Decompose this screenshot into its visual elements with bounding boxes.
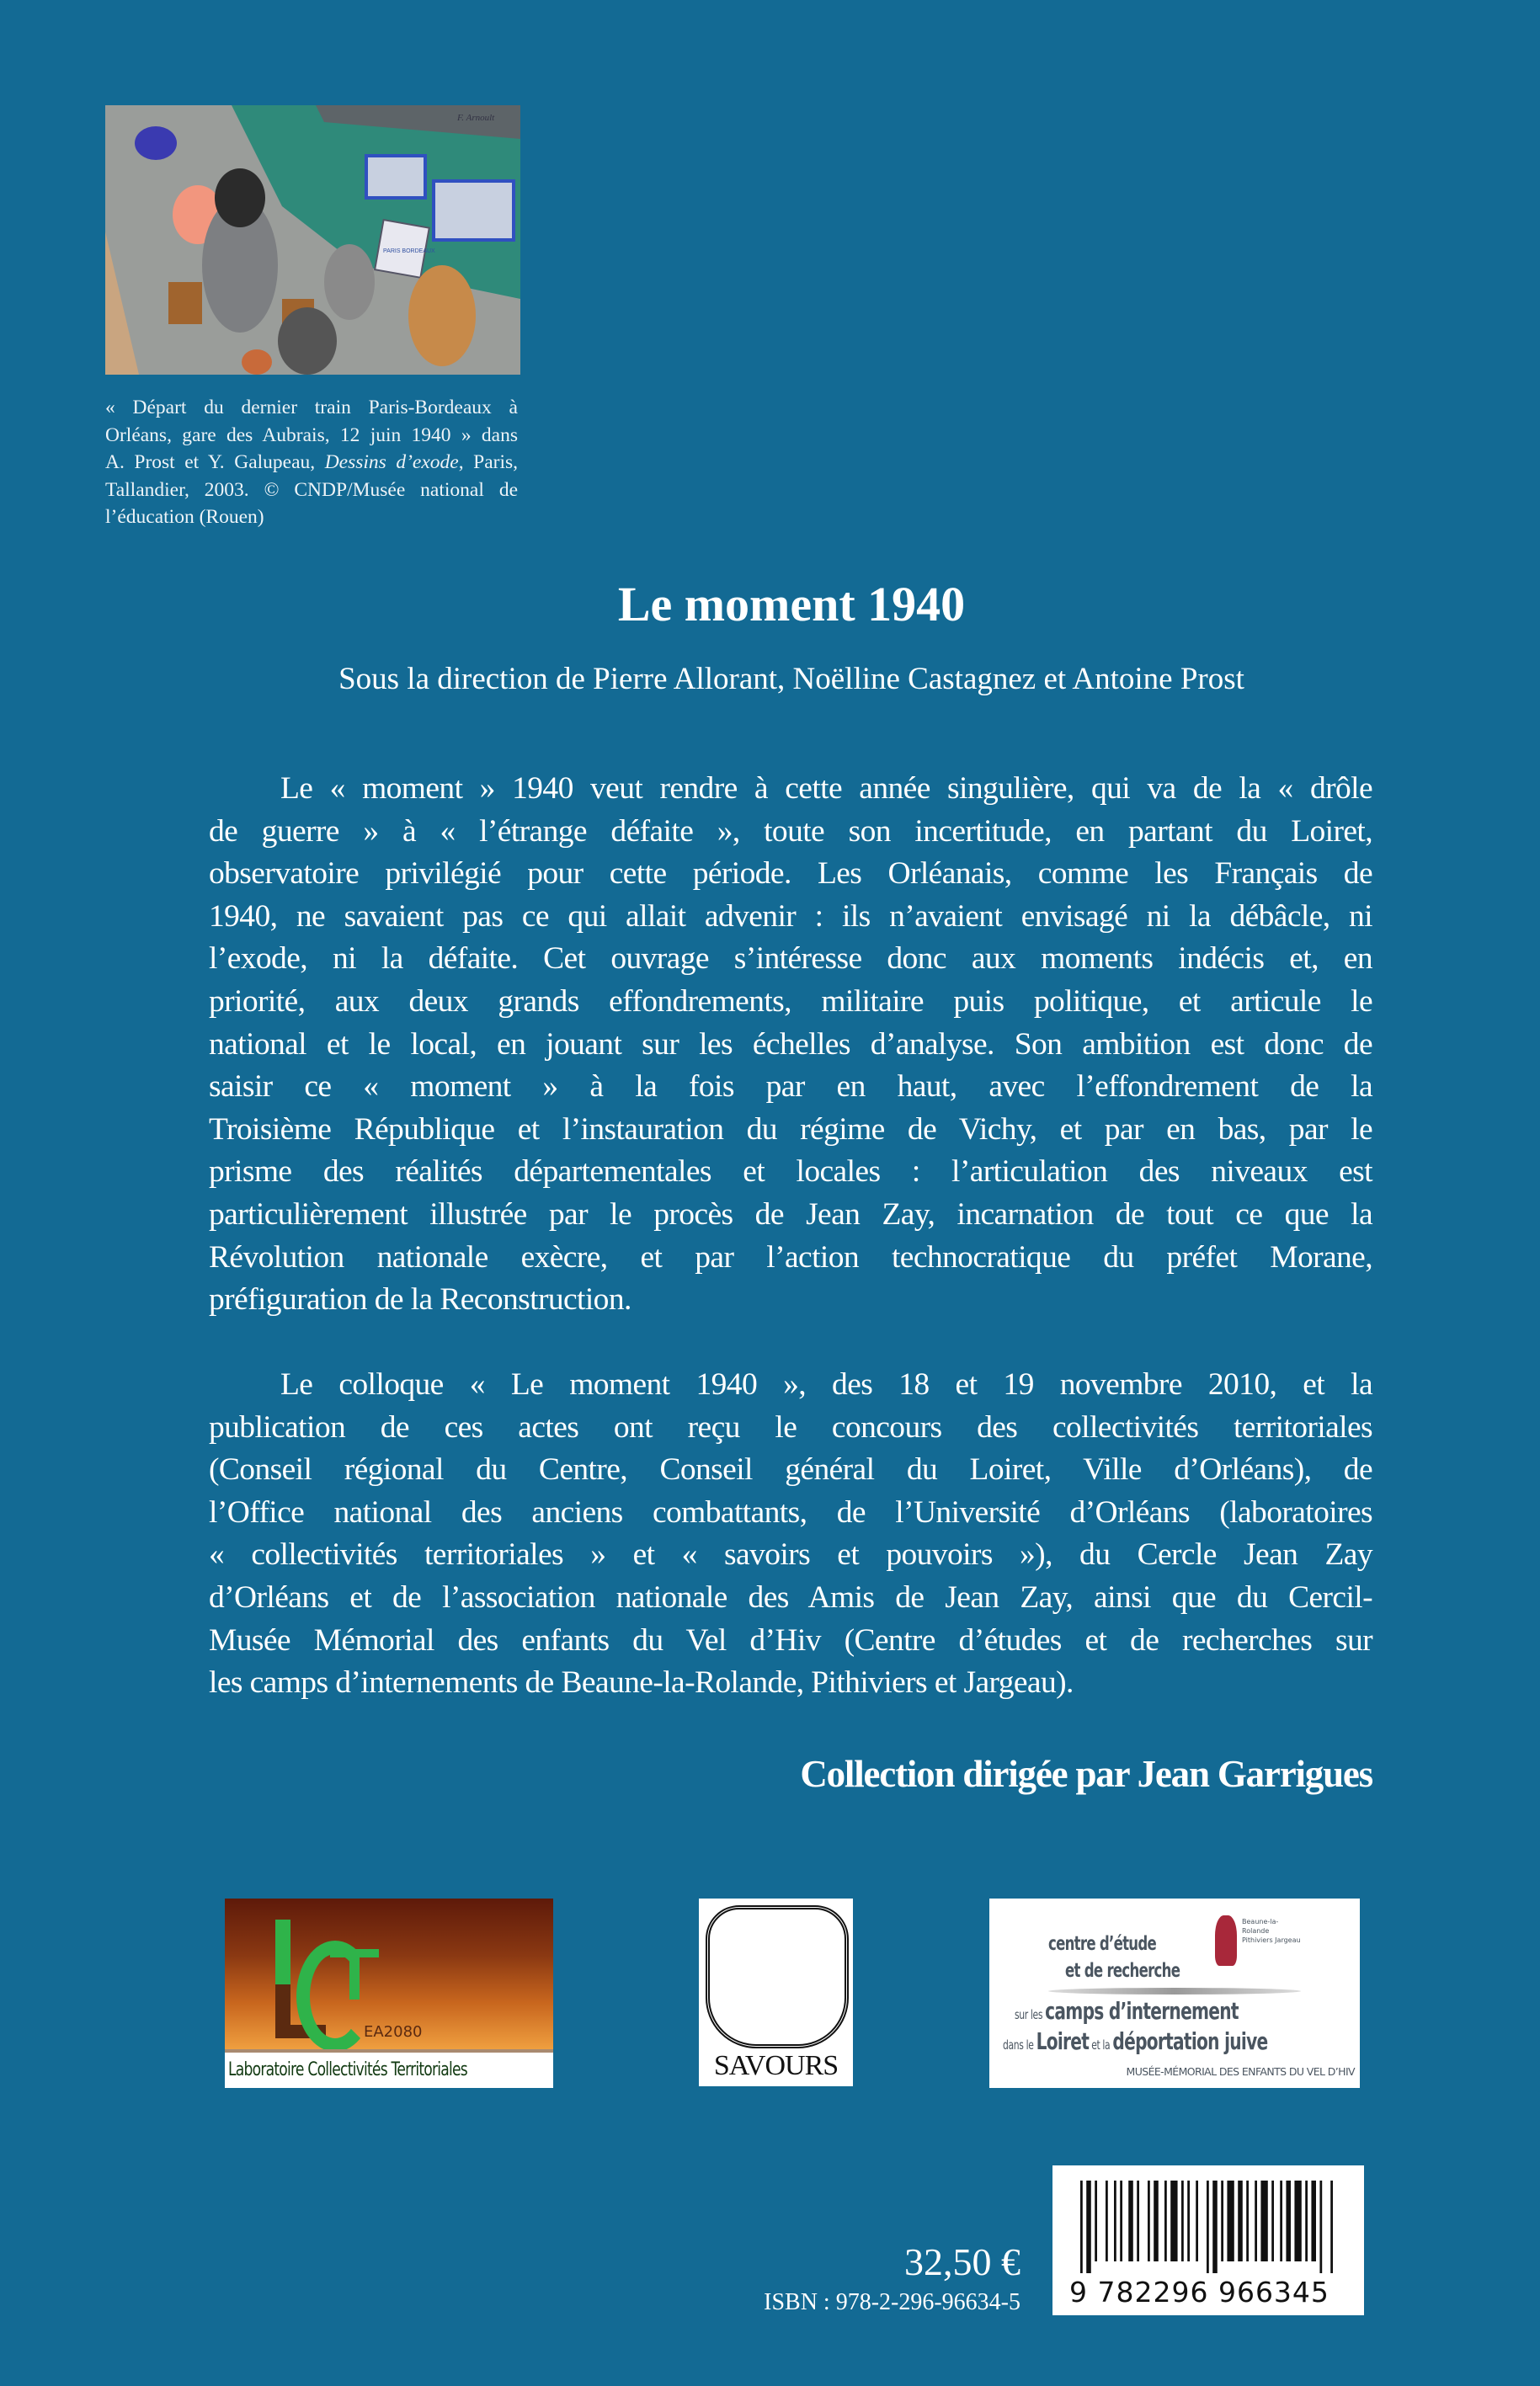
caption-line: A. Prost et Y. Galupeau, Dessins d’exode, Paris, [105,451,519,473]
barcode [1052,2165,1364,2315]
barcode-bar [1260,2181,1267,2261]
cercil-line3: sur les camps d’internement [1015,1997,1239,2025]
lct-logo [225,1899,553,2088]
barcode-bar [1187,2181,1190,2261]
cercil-places: Beaune-la-Rolande Pithiviers Jargeau [1242,1918,1301,1944]
barcode-bar [1137,2181,1139,2261]
portrait-icon [1215,1915,1237,1966]
barcode-bar [1280,2181,1282,2261]
barcode-bar [1227,2181,1234,2261]
isbn: ISBN : 978-2-296-96634-5 [764,2289,1020,2315]
cercil-line2: et de recherche [1065,1960,1180,1982]
text-line: Révolution nationale exècre, et par l’action technocratique du préfet Morane, [209,1239,1372,1275]
text-line: particulièrement illustrée par le procès de Jean Zay, incarnation de tout ce que la [209,1196,1372,1232]
barcode-bar [1114,2181,1116,2261]
barcode-bar [1271,2181,1274,2261]
caption-line: Tallandier, 2003. © CNDP/Musée national de [105,478,518,501]
text-line: prisme des réalités départementales et locales : l’articulation des niveaux est [209,1154,1372,1190]
barcode-bar [1196,2181,1198,2261]
barcode-bar [1294,2181,1301,2261]
blurb-paragraph-1 [209,768,1372,1322]
text-line: Le « moment » 1940 veut rendre à cette année singulière, qui va de la « drôle [280,771,1372,806]
text-line: l’Office national des anciens combattants, de l’Université d’Orléans (laboratoires [209,1494,1372,1530]
text-line: les camps d’internements de Beaune-la-Rolande, Pithiviers et Jargeau). [209,1665,1074,1701]
text-line: saisir ce « moment » à la fois par en haut, avec l’effondrement de la [209,1069,1372,1105]
barcode-bar [1128,2181,1133,2261]
barcode-bar [1086,2181,1091,2273]
barcode-bar [1181,2181,1184,2261]
barcode-bar [1095,2181,1097,2261]
barcode-bar [1238,2181,1243,2261]
text-line: Musée Mémorial des enfants du Vel d’Hiv (Centre d’études et de recherches sur [209,1622,1372,1658]
barcode-bar [1154,2181,1159,2261]
collection-credit: Collection dirigée par Jean Garrigues [800,1753,1372,1795]
book-editors: Sous la direction de Pierre Allorant, Noëlline Castagnez et Antoine Prost [338,662,1244,696]
cercil-line1: centre d’étude [1048,1933,1157,1955]
image-caption [105,394,518,531]
text-line: observatoire privilégié pour cette période. Les Orléanais, comme les Français de [209,856,1372,892]
text-line: publication de ces actes ont reçu le concours des collectivités territoriales [209,1409,1372,1445]
lct-label: Laboratoire Collectivités Territoriales [228,2059,467,2080]
barcode-bar [1148,2181,1150,2261]
barcode-bar [1305,2181,1308,2261]
cercil-logo [989,1899,1360,2088]
caption-line: l’éducation (Rouen) [105,506,264,528]
barcode-bar [1170,2181,1177,2261]
barcode-bar [1164,2181,1167,2261]
text-line: de guerre » à « l’étrange défaite », toute son incertitude, en partant du Loiret, [209,813,1372,849]
barcode-bar [1286,2181,1291,2261]
lct-code: EA2080 [364,2023,423,2041]
cover-painting [105,105,520,375]
price: 32,50 € [904,2240,1020,2283]
text-line: 1940, ne savaient pas ce qui allait advenir : ils n’avaient envisagé ni la débâcle, ni [209,898,1372,934]
barcode-bar [1319,2181,1322,2273]
barcode-bar [1311,2181,1316,2261]
barcode-bar [1246,2181,1249,2261]
barcode-bar [1212,2181,1218,2273]
savours-label: SAVOURS [713,2050,839,2081]
savours-logo [699,1899,853,2086]
barcode-bar [1255,2181,1257,2261]
barcode-bar [1330,2181,1333,2273]
text-line: préfiguration de la Reconstruction. [209,1282,631,1318]
barcode-bar [1221,2181,1223,2261]
barcode-bars [1080,2181,1333,2273]
text-line: priorité, aux deux grands effondrements, militaire puis politique, et articule le [209,983,1372,1019]
painting-signature: F. Arnoult [457,113,495,123]
text-line: Troisième République et l’instauration du régime de Vichy, et par en bas, par le [209,1111,1372,1147]
text-line: (Conseil régional du Centre, Conseil général du Loiret, Ville d’Orléans), de [209,1452,1372,1488]
text-line: Le colloque « Le moment 1940 », des 18 et 19 novembre 2010, et la [280,1367,1372,1402]
blurb-paragraph-2 [209,1364,1372,1705]
barcode-bar [1106,2181,1108,2261]
barcode-bar [1207,2181,1209,2273]
barcode-bar [1080,2181,1083,2273]
text-line: d’Orléans et de l’association nationale des Amis de Jean Zay, ainsi que du Cercil- [209,1579,1372,1615]
painting-sign: PARIS BORDEAUX [383,248,435,254]
book-title: Le moment 1940 [617,577,966,631]
cercil-line5: MUSÉE-MÉMORIAL DES ENFANTS DU VEL D’HIV [1126,2065,1355,2078]
cercil-line4: dans le Loiret et la déportation juive [1003,2027,1268,2055]
caption-line: « Départ du dernier train Paris-Bordeaux à [105,397,518,418]
barcode-bar [1120,2181,1122,2261]
caption-line: Orléans, gare des Aubrais, 12 juin 1940 » dans [105,423,518,446]
text-line: « collectivités territoriales » et « savoirs et pouvoirs »), du Cercle Jean Zay [209,1537,1372,1573]
text-line: l’exode, ni la défaite. Cet ouvrage s’intéresse donc aux moments indécis et, en [209,941,1372,977]
barcode-number: 9 782296 966345 [1069,2276,1330,2309]
text-line: national et le local, en jouant sur les échelles d’analyse. Son ambition est donc de [209,1026,1372,1062]
